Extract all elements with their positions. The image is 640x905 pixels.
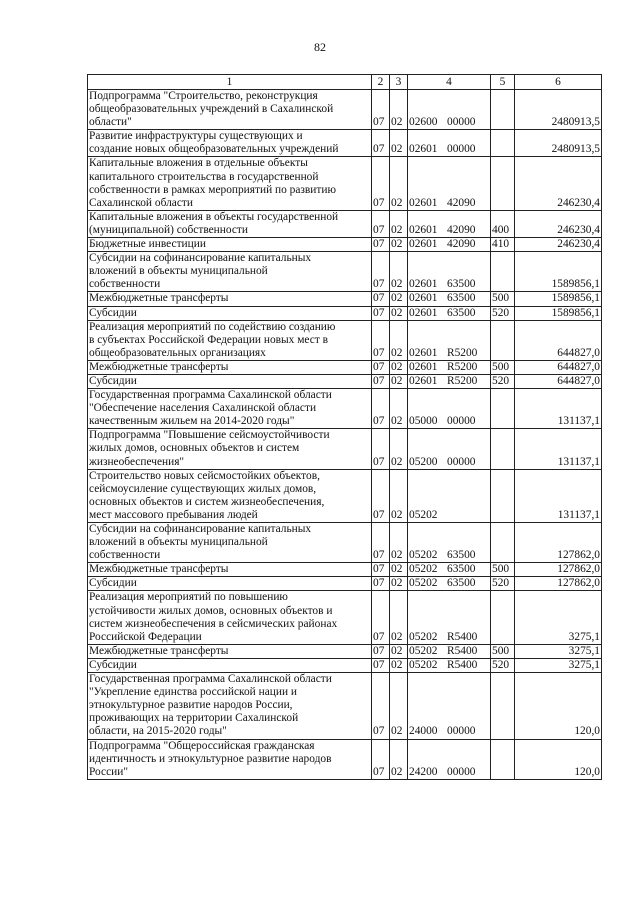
table-row	[88, 658, 602, 672]
row-target-code-cell	[408, 644, 491, 658]
row-subsection-cell: 02	[390, 90, 408, 130]
row-section-cell: 07	[372, 644, 390, 658]
row-name-cell: Межбюджетные трансферты	[88, 292, 372, 306]
row-amount-cell: 1589856,1	[515, 306, 602, 320]
row-subsection-cell: 02	[390, 658, 408, 672]
row-section-cell: 07	[372, 469, 390, 522]
row-amount-cell: 644827,0	[515, 374, 602, 388]
direction-code: R5200	[447, 374, 478, 387]
direction-code: 63500	[447, 292, 476, 305]
row-name-cell: Субсидии	[88, 374, 372, 388]
table-row	[88, 90, 602, 130]
row-amount-cell: 246230,4	[515, 210, 602, 237]
table-row	[88, 292, 602, 306]
program-code: 05202	[409, 563, 438, 576]
direction-code: 63500	[447, 306, 476, 319]
row-expense-type-cell	[491, 523, 515, 563]
program-code: 02601	[409, 196, 438, 209]
table-row	[88, 429, 602, 469]
program-code: 02601	[409, 360, 438, 373]
table-row	[88, 577, 602, 591]
row-section-cell: 07	[372, 252, 390, 292]
row-name-cell: Реализация мероприятий по содействию созданию в субъектах Российской Федерации новых мест в общеобразовательных организациях	[88, 320, 372, 360]
row-amount-cell: 644827,0	[515, 360, 602, 374]
row-subsection-cell: 02	[390, 739, 408, 779]
row-section-cell: 07	[372, 658, 390, 672]
row-expense-type-cell: 410	[491, 238, 515, 252]
row-expense-type-cell: 520	[491, 577, 515, 591]
row-subsection-cell: 02	[390, 469, 408, 522]
row-section-cell: 07	[372, 238, 390, 252]
program-code: 05000	[409, 415, 438, 428]
row-amount-cell: 120,0	[515, 673, 602, 739]
table-row	[88, 130, 602, 157]
row-target-code-cell	[408, 739, 491, 779]
row-section-cell: 07	[372, 523, 390, 563]
table-row	[88, 469, 602, 522]
row-expense-type-cell	[491, 429, 515, 469]
row-subsection-cell: 02	[390, 360, 408, 374]
row-subsection-cell: 02	[390, 644, 408, 658]
row-amount-cell: 131137,1	[515, 429, 602, 469]
row-expense-type-cell	[491, 673, 515, 739]
row-subsection-cell: 02	[390, 292, 408, 306]
row-section-cell: 07	[372, 577, 390, 591]
row-amount-cell: 3275,1	[515, 658, 602, 672]
direction-code: 63500	[447, 278, 476, 291]
row-expense-type-cell	[491, 389, 515, 429]
table-row	[88, 360, 602, 374]
header-col-1: 1	[88, 75, 372, 90]
direction-code: 42090	[447, 196, 476, 209]
row-amount-cell: 131137,1	[515, 469, 602, 522]
row-subsection-cell: 02	[390, 523, 408, 563]
row-target-code-cell	[408, 374, 491, 388]
direction-code: R5400	[447, 644, 478, 657]
row-subsection-cell: 02	[390, 210, 408, 237]
row-amount-cell: 120,0	[515, 739, 602, 779]
row-section-cell: 07	[372, 739, 390, 779]
row-target-code-cell	[408, 130, 491, 157]
row-amount-cell: 246230,4	[515, 157, 602, 210]
direction-code: 42090	[447, 223, 476, 236]
row-amount-cell: 2480913,5	[515, 130, 602, 157]
row-section-cell: 07	[372, 360, 390, 374]
row-target-code-cell	[408, 389, 491, 429]
direction-code: 63500	[447, 549, 476, 562]
row-subsection-cell: 02	[390, 306, 408, 320]
row-expense-type-cell	[491, 90, 515, 130]
row-amount-cell: 3275,1	[515, 591, 602, 644]
row-name-cell: Субсидии	[88, 577, 372, 591]
row-target-code-cell	[408, 469, 491, 522]
row-subsection-cell: 02	[390, 374, 408, 388]
direction-code: R5200	[447, 360, 478, 373]
row-subsection-cell: 02	[390, 563, 408, 577]
direction-code: 00000	[447, 116, 476, 129]
row-section-cell: 07	[372, 90, 390, 130]
row-expense-type-cell: 500	[491, 563, 515, 577]
row-name-cell: Межбюджетные трансферты	[88, 563, 372, 577]
row-name-cell: Развитие инфраструктуры существующих и создание новых общеобразовательных учреждений	[88, 130, 372, 157]
row-name-cell: Реализация мероприятий по повышению устойчивости жилых домов, основных объектов и систем жизнеобеспечения в сейсмических районах Российской Федерации	[88, 591, 372, 644]
direction-code: 00000	[447, 415, 476, 428]
header-col-2: 2	[372, 75, 390, 90]
row-expense-type-cell: 520	[491, 306, 515, 320]
row-name-cell: Капитальные вложения в объекты государственной (муниципальной) собственности	[88, 210, 372, 237]
direction-code: 00000	[447, 143, 476, 156]
row-section-cell: 07	[372, 292, 390, 306]
header-col-5: 5	[491, 75, 515, 90]
row-target-code-cell	[408, 360, 491, 374]
table-row	[88, 523, 602, 563]
row-subsection-cell: 02	[390, 157, 408, 210]
row-name-cell: Бюджетные инвестиции	[88, 238, 372, 252]
header-col-4: 4	[408, 75, 491, 90]
row-section-cell: 07	[372, 389, 390, 429]
row-target-code-cell	[408, 577, 491, 591]
row-expense-type-cell	[491, 739, 515, 779]
page-number: 82	[314, 40, 326, 54]
row-target-code-cell	[408, 238, 491, 252]
row-expense-type-cell	[491, 469, 515, 522]
program-code: 24000	[409, 725, 438, 738]
row-target-code-cell	[408, 429, 491, 469]
row-target-code-cell	[408, 306, 491, 320]
row-section-cell: 07	[372, 210, 390, 237]
row-name-cell: Капитальные вложения в отдельные объекты капитального строительства в государственной собственности в рамках мероприятий по развитию Сахалинской области	[88, 157, 372, 210]
row-subsection-cell: 02	[390, 130, 408, 157]
program-code: 02601	[409, 143, 438, 156]
row-expense-type-cell	[491, 320, 515, 360]
row-name-cell: Подпрограмма "Общероссийская гражданская идентичность и этнокультурное развитие народов России"	[88, 739, 372, 779]
row-expense-type-cell: 500	[491, 644, 515, 658]
direction-code: R5400	[447, 658, 478, 671]
header-col-6: 6	[515, 75, 602, 90]
row-target-code-cell	[408, 563, 491, 577]
table-row	[88, 644, 602, 658]
row-section-cell: 07	[372, 563, 390, 577]
row-expense-type-cell	[491, 130, 515, 157]
table-row	[88, 673, 602, 739]
row-target-code-cell	[408, 90, 491, 130]
program-code: 05200	[409, 455, 438, 468]
row-name-cell: Строительство новых сейсмостойких объектов, сейсмоусиление существующих жилых домов, основных объектов и систем жизнеобеспечения, мест массового пребывания людей	[88, 469, 372, 522]
row-expense-type-cell: 500	[491, 292, 515, 306]
program-code: 05202	[409, 508, 438, 521]
program-code: 05202	[409, 630, 438, 643]
program-code: 24200	[409, 765, 438, 778]
direction-code: 63500	[447, 577, 476, 590]
row-name-cell: Субсидии	[88, 658, 372, 672]
budget-table	[87, 74, 602, 780]
row-name-cell: Межбюджетные трансферты	[88, 360, 372, 374]
row-name-cell: Государственная программа Сахалинской области "Укрепление единства российской нации и этнокультурное развитие народов России, проживающих на территории Сахалинской области, на 2015-2020 годы"	[88, 673, 372, 739]
program-code: 02601	[409, 238, 438, 251]
row-amount-cell: 246230,4	[515, 238, 602, 252]
table-row	[88, 563, 602, 577]
row-subsection-cell: 02	[390, 238, 408, 252]
table-row	[88, 306, 602, 320]
row-amount-cell: 644827,0	[515, 320, 602, 360]
row-amount-cell: 131137,1	[515, 389, 602, 429]
row-target-code-cell	[408, 523, 491, 563]
row-subsection-cell: 02	[390, 673, 408, 739]
row-subsection-cell: 02	[390, 577, 408, 591]
row-amount-cell: 127862,0	[515, 523, 602, 563]
row-amount-cell: 127862,0	[515, 563, 602, 577]
header-col-3: 3	[390, 75, 408, 90]
row-name-cell: Субсидии	[88, 306, 372, 320]
row-section-cell: 07	[372, 130, 390, 157]
program-code: 02601	[409, 223, 438, 236]
row-expense-type-cell: 520	[491, 374, 515, 388]
row-amount-cell: 1589856,1	[515, 292, 602, 306]
row-subsection-cell: 02	[390, 389, 408, 429]
row-expense-type-cell: 500	[491, 360, 515, 374]
row-name-cell: Субсидии на софинансирование капитальных вложений в объекты муниципальной собственности	[88, 523, 372, 563]
row-target-code-cell	[408, 157, 491, 210]
program-code: 02601	[409, 374, 438, 387]
direction-code: R5400	[447, 630, 478, 643]
program-code: 05202	[409, 658, 438, 671]
direction-code: 00000	[447, 455, 476, 468]
direction-code: 63500	[447, 563, 476, 576]
table-row	[88, 210, 602, 237]
row-target-code-cell	[408, 292, 491, 306]
program-code: 02601	[409, 346, 438, 359]
row-subsection-cell: 02	[390, 429, 408, 469]
row-name-cell: Подпрограмма "Строительство, реконструкция общеобразовательных учреждений в Сахалинской области"	[88, 90, 372, 130]
row-expense-type-cell	[491, 591, 515, 644]
program-code: 02601	[409, 292, 438, 305]
table-row	[88, 238, 602, 252]
row-section-cell: 07	[372, 591, 390, 644]
row-expense-type-cell: 520	[491, 658, 515, 672]
table-row	[88, 389, 602, 429]
program-code: 02600	[409, 116, 438, 129]
row-section-cell: 07	[372, 306, 390, 320]
row-target-code-cell	[408, 673, 491, 739]
row-subsection-cell: 02	[390, 252, 408, 292]
direction-code: 00000	[447, 725, 476, 738]
table-row	[88, 591, 602, 644]
row-target-code-cell	[408, 210, 491, 237]
direction-code: R5200	[447, 346, 478, 359]
row-section-cell: 07	[372, 157, 390, 210]
table-row	[88, 739, 602, 779]
program-code: 02601	[409, 306, 438, 319]
table-row	[88, 157, 602, 210]
row-amount-cell: 3275,1	[515, 644, 602, 658]
row-expense-type-cell: 400	[491, 210, 515, 237]
row-target-code-cell	[408, 320, 491, 360]
direction-code: 42090	[447, 238, 476, 251]
program-code: 05202	[409, 549, 438, 562]
row-target-code-cell	[408, 591, 491, 644]
row-amount-cell: 127862,0	[515, 577, 602, 591]
row-amount-cell: 1589856,1	[515, 252, 602, 292]
program-code: 05202	[409, 577, 438, 590]
row-expense-type-cell	[491, 252, 515, 292]
row-amount-cell: 2480913,5	[515, 90, 602, 130]
row-section-cell: 07	[372, 374, 390, 388]
program-code: 05202	[409, 644, 438, 657]
table-row	[88, 252, 602, 292]
table-row	[88, 320, 602, 360]
table-row	[88, 374, 602, 388]
row-section-cell: 07	[372, 429, 390, 469]
row-name-cell: Межбюджетные трансферты	[88, 644, 372, 658]
table-header-row	[88, 75, 602, 90]
row-expense-type-cell	[491, 157, 515, 210]
row-subsection-cell: 02	[390, 591, 408, 644]
row-target-code-cell	[408, 658, 491, 672]
row-name-cell: Подпрограмма "Повышение сейсмоустойчивости жилых домов, основных объектов и систем жизнеобеспечения"	[88, 429, 372, 469]
row-section-cell: 07	[372, 673, 390, 739]
row-section-cell: 07	[372, 320, 390, 360]
row-name-cell: Государственная программа Сахалинской области "Обеспечение населения Сахалинской области качественным жильем на 2014-2020 годы"	[88, 389, 372, 429]
row-name-cell: Субсидии на софинансирование капитальных вложений в объекты муниципальной собственности	[88, 252, 372, 292]
program-code: 02601	[409, 278, 438, 291]
row-target-code-cell	[408, 252, 491, 292]
row-subsection-cell: 02	[390, 320, 408, 360]
direction-code: 00000	[447, 765, 476, 778]
